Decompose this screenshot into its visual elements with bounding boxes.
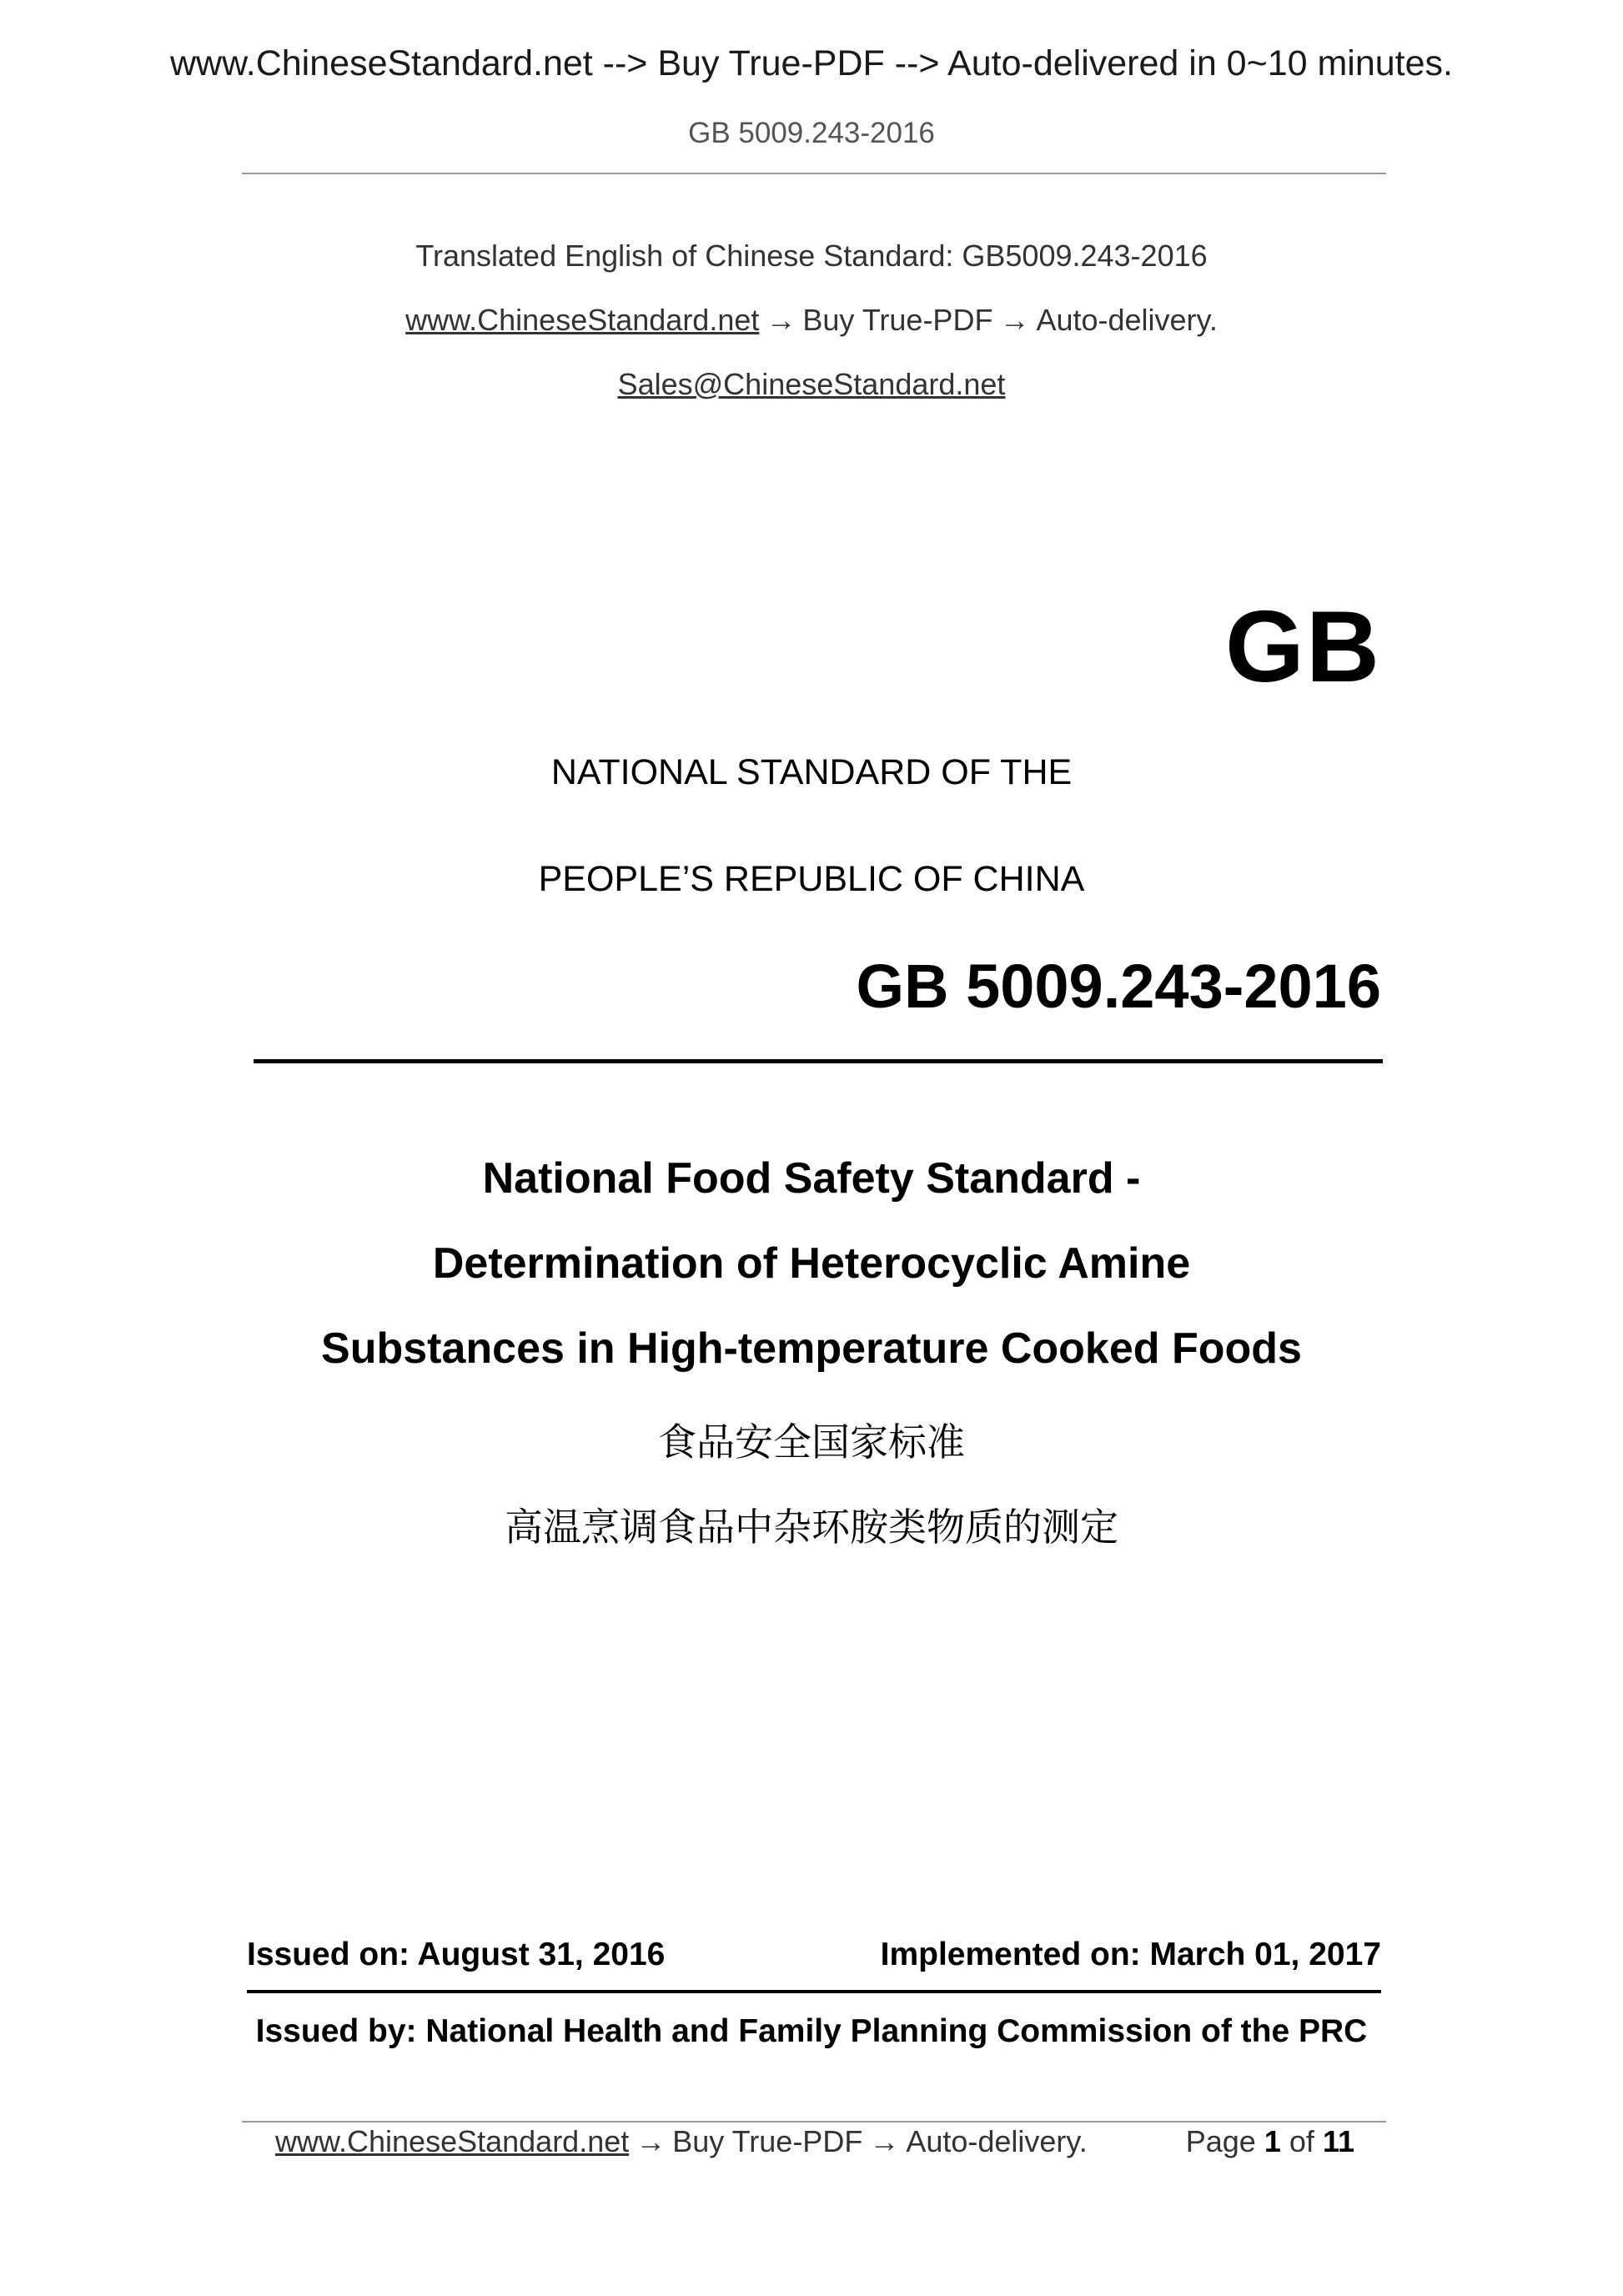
english-title-line-3: Substances in High-temperature Cooked Foods — [321, 1324, 1302, 1373]
footer-delivery-text: Auto-delivery. — [906, 2124, 1088, 2158]
gb-logo: GB — [1225, 590, 1381, 703]
implemented-on-date: Implemented on: March 01, 2017 — [880, 1937, 1381, 1972]
right-arrow-icon: → — [636, 2124, 666, 2158]
title-divider — [254, 1059, 1383, 1063]
national-standard-line-1: NATIONAL STANDARD OF THE — [550, 752, 1073, 792]
chinese-title-line-1: 食品安全国家标准 — [658, 1419, 965, 1465]
english-title-line-2: Determination of Heterocyclic Amine — [432, 1239, 1191, 1288]
right-arrow-icon: → — [869, 2124, 900, 2158]
issued-on-date: Issued on: August 31, 2016 — [247, 1937, 666, 1972]
delivery-text: Auto-delivery. — [1036, 303, 1218, 337]
running-header: GB 5009.243-2016 — [688, 117, 935, 149]
page-of: of — [1289, 2124, 1314, 2158]
right-arrow-icon: → — [766, 303, 796, 337]
page-total: 11 — [1322, 2124, 1354, 2158]
site-link[interactable]: www.ChineseStandard.net — [405, 303, 760, 337]
dates-divider — [247, 1990, 1381, 1993]
email-link[interactable]: Sales@ChineseStandard.net — [617, 367, 1006, 401]
buy-text: Buy True-PDF — [802, 303, 993, 337]
top-banner: www.ChineseStandard.net --> Buy True-PDF --> Auto-delivered in 0~10 minutes. — [169, 43, 1453, 83]
page-current: 1 — [1264, 2124, 1281, 2158]
promo-line — [0, 303, 1623, 338]
footer-site-link[interactable]: www.ChineseStandard.net — [275, 2124, 630, 2158]
issuing-authority: Issued by: National Health and Family Planning Commission of the PRC — [255, 2013, 1368, 2049]
national-standard-line-2: PEOPLE’S REPUBLIC OF CHINA — [538, 859, 1085, 899]
footer-promo — [275, 2124, 1088, 2159]
footer-divider — [242, 2121, 1386, 2123]
right-arrow-icon: → — [999, 303, 1030, 337]
page-indicator — [1186, 2124, 1354, 2159]
footer-buy-text: Buy True-PDF — [672, 2124, 863, 2158]
header-divider — [242, 173, 1386, 174]
page-label: Page — [1185, 2124, 1256, 2158]
standard-number: GB 5009.243-2016 — [856, 952, 1381, 1021]
chinese-title-line-2: 高温烹调食品中杂环胺类物质的测定 — [505, 1505, 1118, 1550]
translation-notice: Translated English of Chinese Standard: GB5009.243-2016 — [415, 239, 1208, 273]
email-line — [0, 367, 1623, 402]
english-title-line-1: National Food Safety Standard - — [482, 1154, 1141, 1203]
